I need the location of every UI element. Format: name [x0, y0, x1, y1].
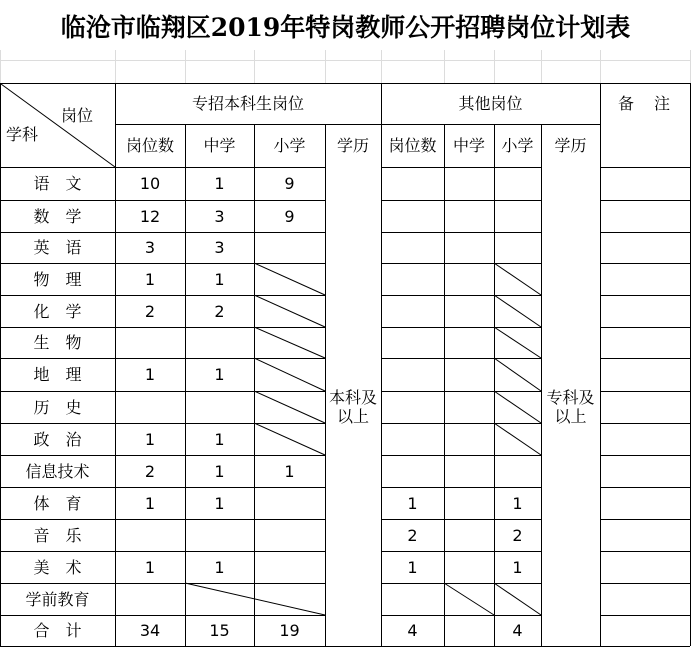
table-cell [115, 519, 185, 551]
column-header: 学历 [554, 136, 587, 155]
row-subject: 数 学 [33, 206, 82, 226]
table-cell: 1 [144, 269, 156, 289]
table-cell: 2 [144, 301, 156, 321]
table-cell [185, 519, 254, 551]
corner-label-post: 岗位 [60, 105, 93, 125]
table-cell [494, 423, 541, 455]
table-cell: 3 [144, 238, 156, 257]
table-cell [115, 583, 185, 615]
table-cell [254, 391, 325, 423]
row-subject: 地 理 [33, 365, 82, 384]
table-cell: 1 [214, 365, 225, 384]
table-cell [494, 358, 541, 391]
table-cell: 4 [407, 621, 418, 640]
table-cell: 1 [144, 365, 156, 384]
table-cell [444, 200, 494, 232]
table-cell [185, 391, 254, 423]
table-cell [444, 519, 494, 551]
table-cell: 1 [214, 269, 225, 289]
column-header: 小学 [273, 136, 306, 155]
table-cell [254, 551, 325, 583]
table-cell: 10 [139, 174, 161, 193]
row-subject: 学前教育 [25, 589, 90, 609]
row-subject: 历 史 [33, 397, 82, 417]
table-cell [381, 295, 444, 327]
education-undergrad: 本科及 以上 [328, 387, 377, 426]
table-cell [254, 583, 325, 615]
table-cell [444, 487, 494, 519]
table-cell: 3 [214, 206, 225, 226]
table-cell [444, 583, 494, 615]
table-cell [381, 200, 444, 232]
education-other: 专科及 以上 [546, 387, 595, 426]
column-header: 岗位数 [125, 136, 174, 155]
table-cell: 1 [214, 429, 225, 449]
table-cell [494, 295, 541, 327]
table-cell [444, 295, 494, 327]
table-cell [254, 519, 325, 551]
row-subject: 体 育 [33, 493, 82, 513]
table-cell [494, 232, 541, 263]
column-header: 中学 [203, 136, 236, 155]
table-cell: 9 [284, 206, 295, 226]
table-cell: 1 [214, 461, 225, 481]
table-cell [444, 232, 494, 263]
table-cell [494, 200, 541, 232]
table-cell: 4 [512, 621, 523, 640]
table-cell: 1 [144, 493, 156, 513]
table-cell [254, 295, 325, 327]
table-cell [254, 358, 325, 391]
table-cell [444, 327, 494, 358]
table-cell: 1 [512, 557, 523, 577]
table-cell [254, 487, 325, 519]
table-cell: 1 [144, 429, 156, 449]
table-cell: 3 [214, 238, 225, 257]
table-cell [444, 551, 494, 583]
table-cell: 19 [279, 621, 300, 640]
table-cell [494, 263, 541, 295]
table-cell [381, 232, 444, 263]
table-cell: 1 [214, 174, 225, 193]
table-cell [381, 263, 444, 295]
row-subject: 信息技术 [25, 461, 90, 481]
table-cell: 15 [209, 621, 230, 640]
table-cell [494, 391, 541, 423]
table-cell [185, 583, 254, 615]
table-cell: 1 [407, 493, 418, 513]
remarks-header: 备 注 [617, 94, 672, 113]
table-cell [185, 327, 254, 358]
table-cell: 9 [284, 174, 295, 193]
table-cell [254, 263, 325, 295]
table-cell [494, 583, 541, 615]
table-cell [381, 423, 444, 455]
column-header: 小学 [501, 136, 534, 155]
table-cell: 1 [512, 493, 523, 513]
table-cell [444, 167, 494, 200]
table-cell [494, 327, 541, 358]
table-cell [444, 455, 494, 487]
table-cell [115, 327, 185, 358]
row-subject: 合 计 [33, 621, 82, 640]
table-cell: 2 [214, 301, 225, 321]
row-subject: 语 文 [33, 174, 82, 193]
table-cell: 1 [214, 493, 225, 513]
row-subject: 生 物 [33, 333, 82, 352]
row-subject: 音 乐 [33, 525, 82, 545]
table-cell [381, 455, 444, 487]
column-header: 岗位数 [388, 136, 437, 155]
column-header: 学历 [336, 136, 369, 155]
table-cell [444, 263, 494, 295]
row-subject: 化 学 [33, 301, 82, 321]
table-cell [494, 455, 541, 487]
row-subject: 物 理 [33, 269, 82, 289]
table-cell: 12 [139, 206, 161, 226]
table-cell: 34 [139, 621, 161, 640]
table-cell [444, 391, 494, 423]
table-cell: 2 [512, 525, 523, 545]
table-cell: 1 [214, 557, 225, 577]
table-cell [381, 358, 444, 391]
corner-label-subject: 学科 [5, 124, 38, 144]
table-cell: 1 [407, 557, 418, 577]
table-cell: 2 [407, 525, 418, 545]
table-cell [254, 232, 325, 263]
table-cell: 2 [144, 461, 156, 481]
table-cell: 1 [144, 557, 156, 577]
page-title: 临沧市临翔区2019年特岗教师公开招聘岗位计划表 [60, 13, 631, 42]
table-cell [444, 358, 494, 391]
table-cell: 1 [284, 461, 295, 481]
table-cell [381, 391, 444, 423]
table-cell [494, 167, 541, 200]
table-cell [381, 583, 444, 615]
table-cell [381, 167, 444, 200]
group-header-other: 其他岗位 [458, 94, 523, 113]
table-cell [444, 615, 494, 646]
group-header-undergrad: 专招本科生岗位 [191, 94, 304, 113]
table-cell [254, 423, 325, 455]
table-cell [254, 327, 325, 358]
table-cell [115, 391, 185, 423]
row-subject: 英 语 [33, 238, 82, 257]
table-cell [444, 423, 494, 455]
row-subject: 美 术 [33, 557, 82, 577]
column-header: 中学 [452, 136, 485, 155]
table-cell [381, 327, 444, 358]
row-subject: 政 治 [33, 429, 82, 449]
